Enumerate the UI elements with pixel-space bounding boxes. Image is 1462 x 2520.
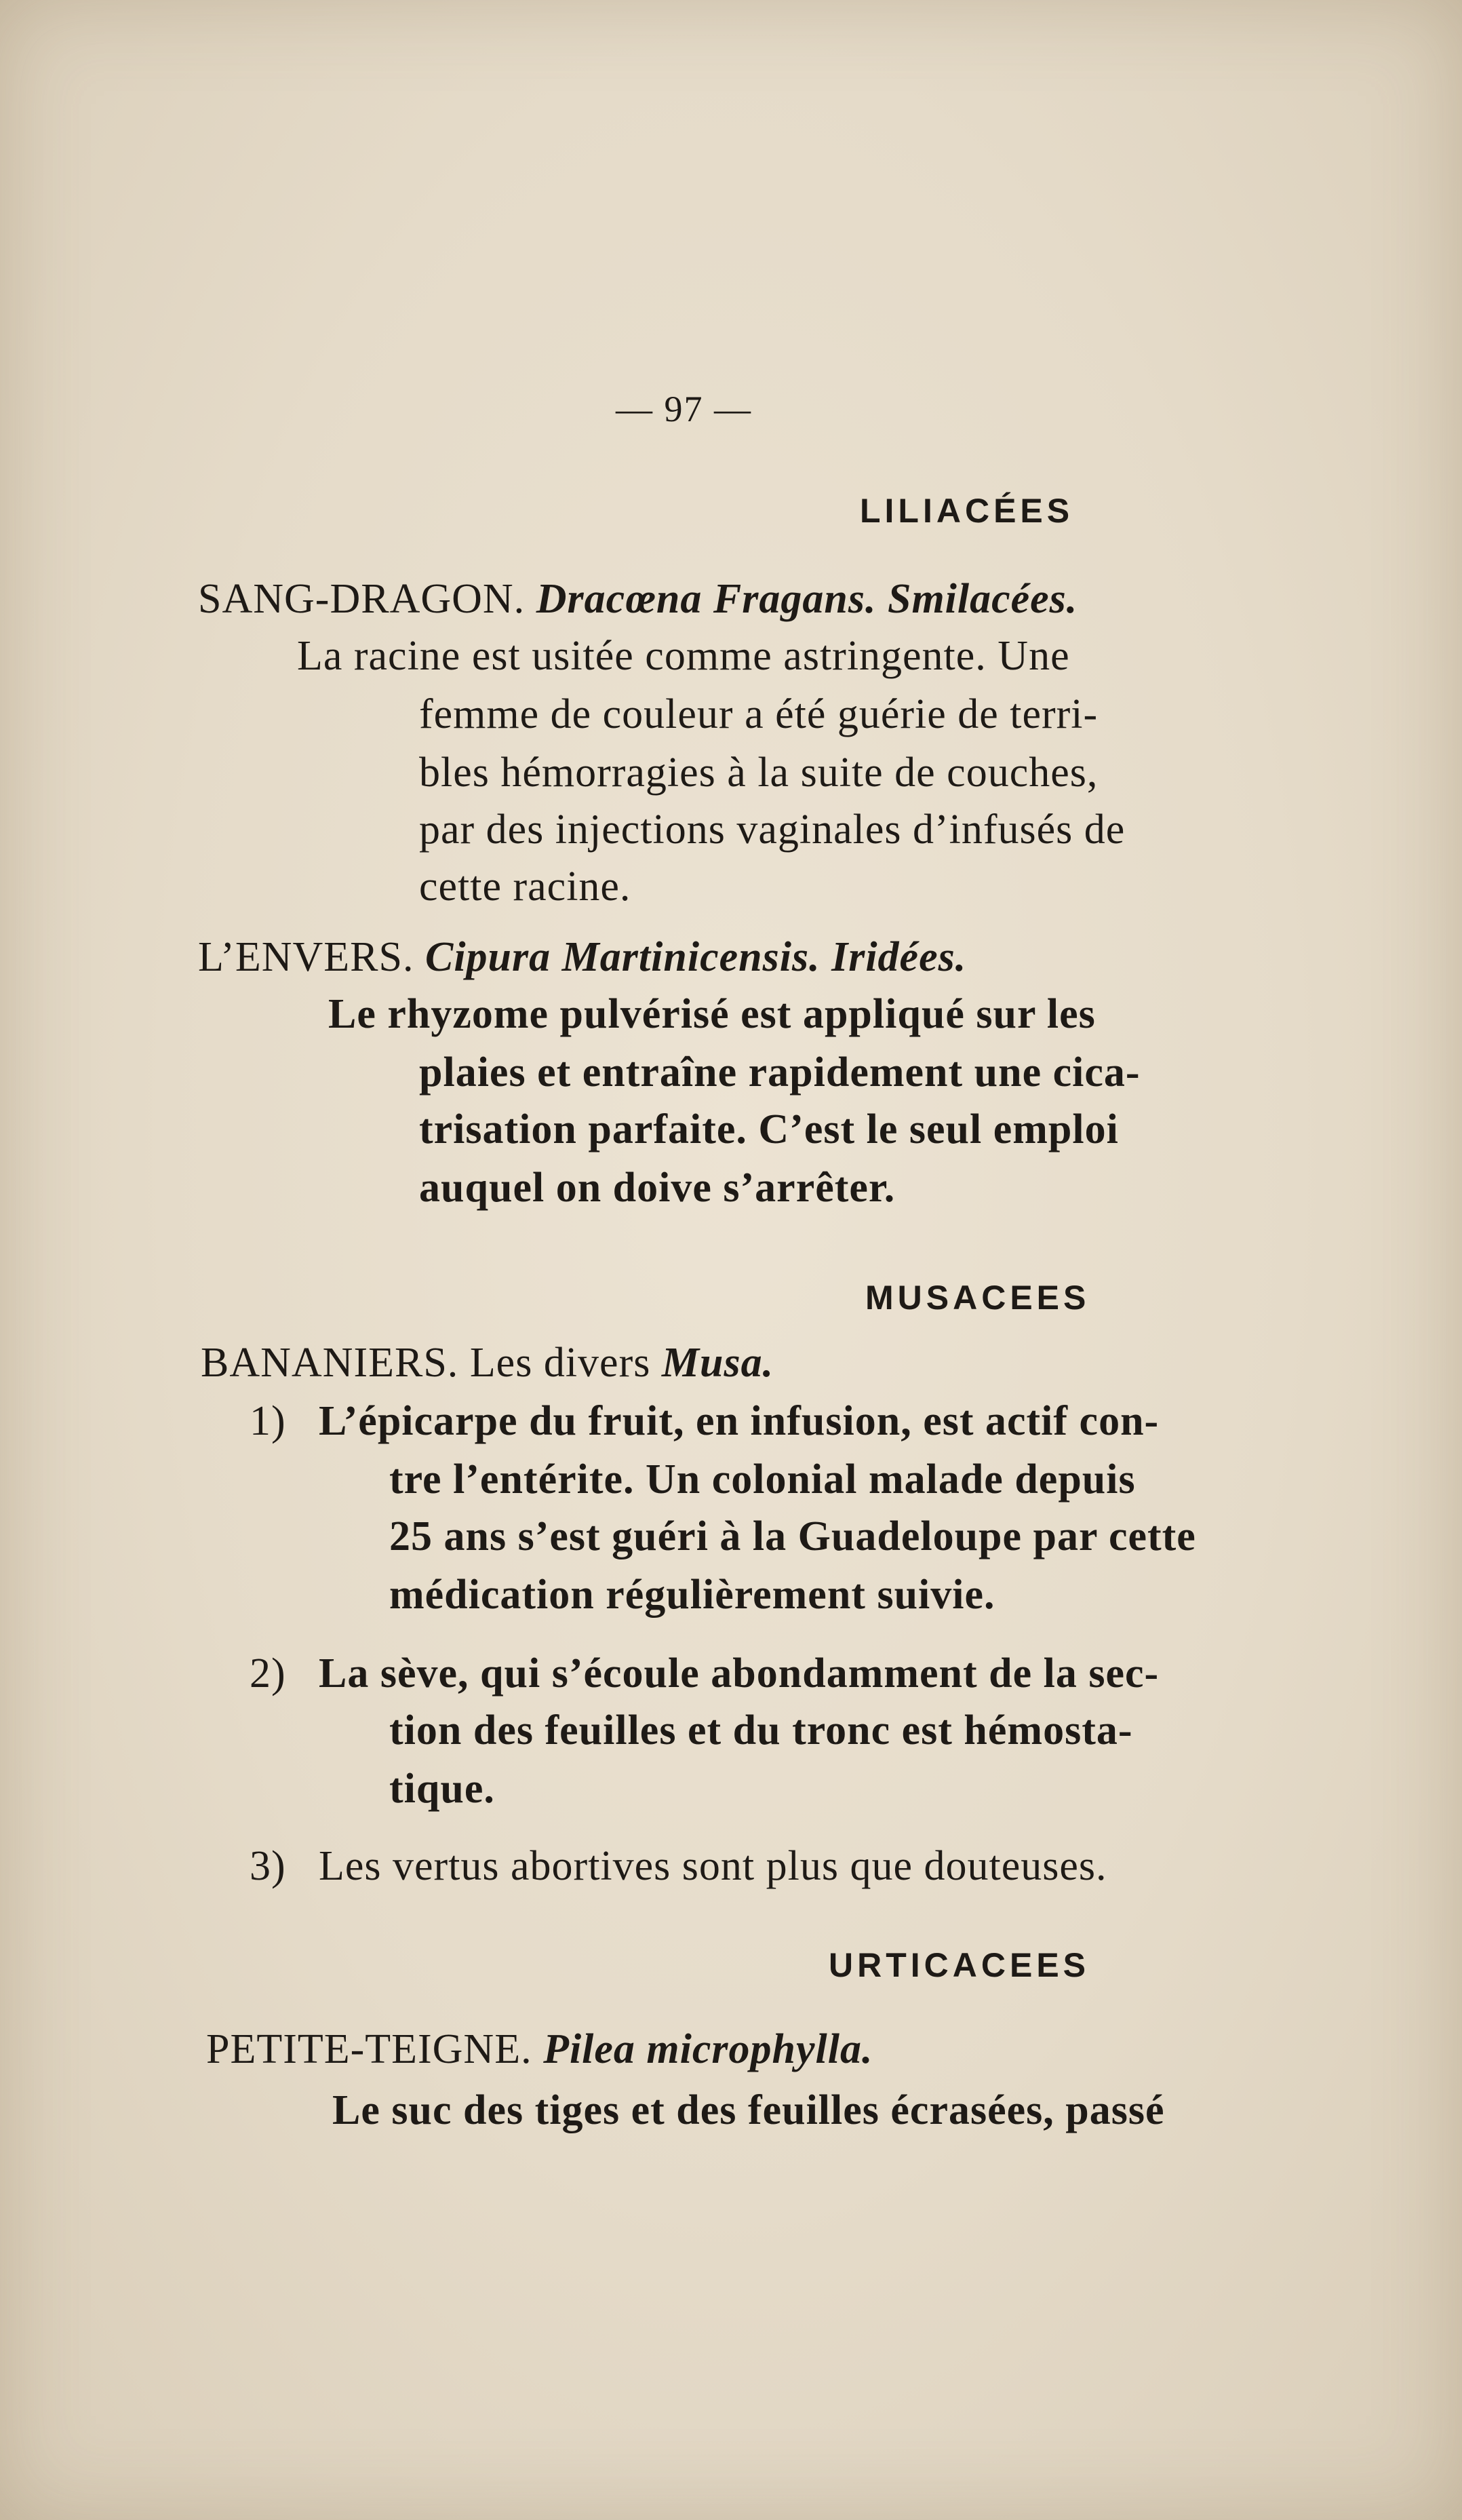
list-marker: 3) (250, 1843, 286, 1889)
entry-text-line: La racine est usitée comme astringente. Une (297, 633, 1070, 679)
list-item-line: Les vertus abortives sont plus que douteuses. (319, 1843, 1107, 1889)
family-note: Smilacées. (887, 576, 1078, 622)
entry-text-line: trisation parfaite. C’est le seul emploi (419, 1106, 1119, 1152)
entry-text-line: par des injections vaginales d’infusés de (419, 807, 1126, 853)
section-heading-musacees: MUSACEES (865, 1279, 1090, 1317)
entry-name: L’ENVERS. (198, 934, 414, 980)
entry-text-line: plaies et entraîne rapidement une cica- (419, 1049, 1141, 1096)
list-item-line: tique. (389, 1766, 495, 1812)
list-item-line: 25 ans s’est guéri à la Guadeloupe par cette (389, 1513, 1196, 1559)
entry-name: PETITE-TEIGNE. (206, 2026, 532, 2072)
entry-text-line: Le suc des tiges et des feuilles écrasées, passé (332, 2087, 1165, 2133)
entry-bananiers-heading (201, 1342, 774, 1384)
entry-petite-teigne-heading (206, 2028, 873, 2070)
entry-name: BANANIERS. (201, 1340, 459, 1386)
entry-text-line: femme de couleur a été guérie de terri- (419, 691, 1099, 737)
list-item-line: tre l’entérite. Un colonial malade depuis (389, 1456, 1136, 1503)
entry-lenvers-heading (198, 936, 966, 978)
entry-text-line: cette racine. (419, 864, 631, 910)
list-item-line: La sève, qui s’écoule abondamment de la sec- (319, 1650, 1160, 1697)
entry-name: SANG-DRAGON. (198, 576, 526, 622)
entry-text-line: auquel on doive s’arrêter. (419, 1165, 896, 1211)
family-note: Iridées. (831, 934, 967, 980)
entry-sang-dragon-heading (198, 578, 1078, 620)
latin-name: Cipura Martinicensis. (424, 934, 821, 980)
list-item-line: L’épicarpe du fruit, en infusion, est actif con- (319, 1398, 1160, 1444)
entry-text-line: Le rhyzome pulvérisé est appliqué sur les (328, 991, 1096, 1037)
list-marker: 1) (250, 1398, 286, 1444)
list-item-line: médication régulièrement suivie. (389, 1572, 995, 1618)
entry-text-line: bles hémorragies à la suite de couches, (419, 750, 1099, 796)
list-marker: 2) (250, 1650, 286, 1697)
latin-name: Pilea microphylla. (543, 2026, 873, 2072)
page-number: — 97 — (616, 389, 752, 429)
section-heading-urticacees: URTICACEES (829, 1946, 1090, 1984)
list-item-line: tion des feuilles et du tronc est hémosta- (389, 1707, 1133, 1753)
latin-name: Musa. (661, 1340, 774, 1386)
entry-intro: Les divers (469, 1340, 651, 1386)
latin-name: Dracœna Fragans. (536, 576, 877, 622)
section-heading-liliacees: LILIACÉES (860, 492, 1074, 530)
